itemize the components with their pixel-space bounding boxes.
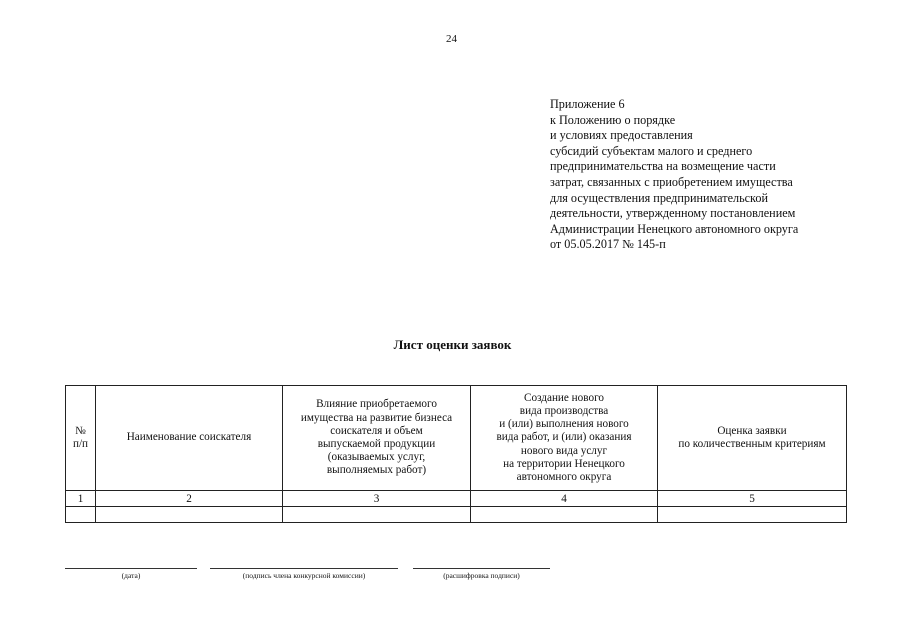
header-cell-number: № п/п [66, 386, 96, 491]
appendix-line: затрат, связанных с приобретением имущества [550, 174, 793, 189]
appendix-line: от 05.05.2017 № 145-п [550, 237, 666, 252]
decoding-caption: (расшифровка подписи) [443, 571, 520, 580]
empty-cell [471, 507, 658, 523]
signature-decoding-line [413, 568, 550, 583]
appendix-line: субсидий субъектам малого и среднего [550, 143, 753, 158]
header-cell-new-production: Создание нового вида производства и (или) выполнения нового вида работ, и (или) оказания нового вида услуг на территории Ненецкого автономного округа [471, 386, 658, 491]
empty-cell [658, 507, 847, 523]
appendix-line: для осуществления предпринимательской [550, 190, 768, 205]
appendix-line: и условиях предоставления [550, 128, 693, 143]
column-number: 1 [66, 491, 96, 507]
date-caption: (дата) [121, 571, 141, 580]
column-number: 3 [283, 491, 471, 507]
date-signature-line [65, 568, 197, 583]
column-number-row [66, 491, 847, 507]
evaluation-table [65, 385, 847, 523]
header-cell-business-impact: Влияние приобретаемого имущества на развитие бизнеса соискателя и объем выпускаемой продукции (оказываемых услуг, выполняемых работ) [283, 386, 471, 491]
empty-cell [96, 507, 283, 523]
column-number: 4 [471, 491, 658, 507]
column-number: 2 [96, 491, 283, 507]
column-number: 5 [658, 491, 847, 507]
empty-cell [283, 507, 471, 523]
empty-cell [66, 507, 96, 523]
header-cell-applicant-name: Наименование соискателя [96, 386, 283, 491]
appendix-line: деятельности, утвержденному постановлением [550, 206, 796, 221]
appendix-line: Администрации Ненецкого автономного округа [550, 221, 799, 236]
appendix-line: Приложение 6 [550, 97, 625, 111]
appendix-line: к Положению о порядке [550, 112, 676, 127]
sheet-title: Лист оценки заявок [393, 337, 512, 352]
appendix-line: предпринимательства на возмещение части [550, 159, 776, 174]
table-header-row [66, 386, 847, 491]
header-cell-score: Оценка заявки по количественным критериям [658, 386, 847, 491]
empty-table-row [66, 507, 847, 523]
page-number: 24 [446, 33, 457, 45]
signature-caption: (подпись члена конкурсной комиссии) [242, 571, 366, 580]
member-signature-line [210, 568, 398, 583]
appendix-reference [550, 97, 798, 253]
